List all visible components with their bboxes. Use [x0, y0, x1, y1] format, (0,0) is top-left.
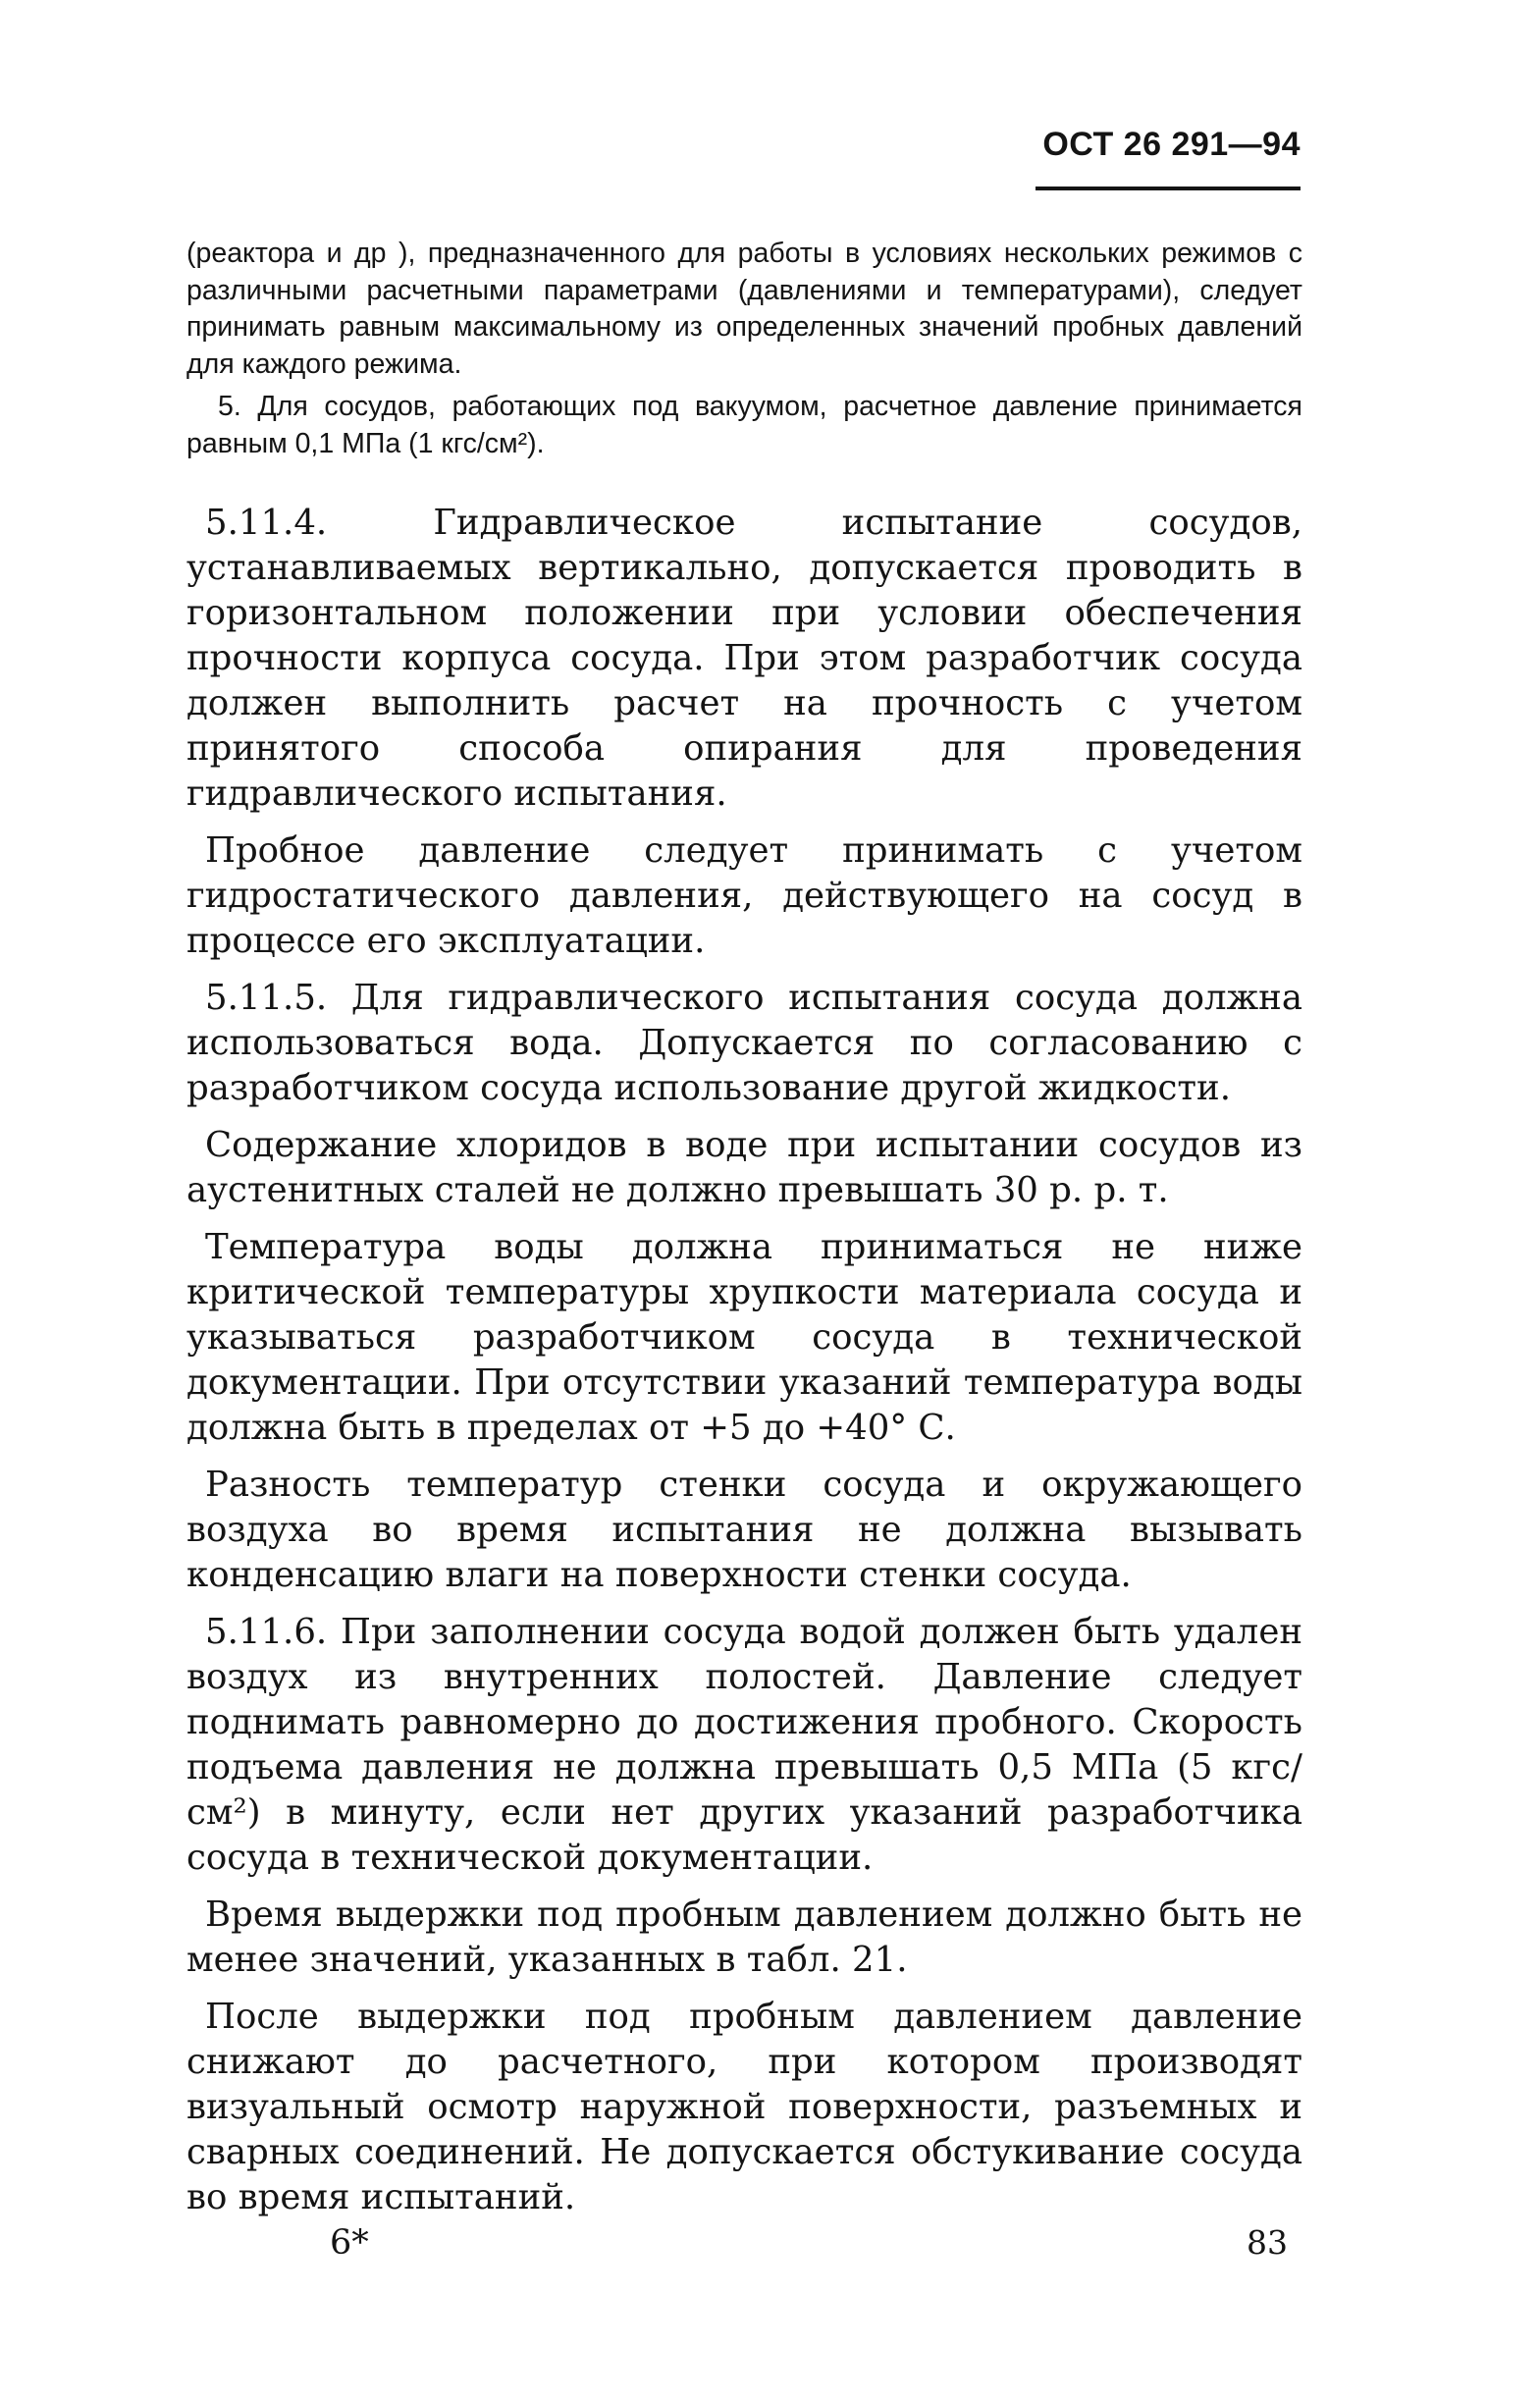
paragraph-test-pressure: Пробное давление следует принимать с учетом гидростатического давления, действующего на сосуд в процессе его эксплуатации. [186, 830, 1302, 961]
main-text [186, 501, 1302, 2232]
document-code: ОСТ 26 291—94 [1042, 126, 1301, 163]
paragraph-5-11-6: 5.11.6. При заполнении сосуда водой должен быть удален воздух из внутренних полостей. Давление следует поднимать равномерно до достижения пробного. Скорость подъема давления не должна превышать 0,5 МПа (5 кгс/см²) в минуту, если нет других указаний разработчика сосуда в технической документации. [186, 1612, 1302, 1878]
paragraph-inspection: После выдержки под пробным давлением давление снижают до расчетного, при котором производят визуальный осмотр наружной поверхности, разъемных и сварных соединений. Не допускается обстукивание сосуда во время испытаний. [186, 1997, 1302, 2217]
table-note [186, 236, 1302, 463]
note-continuation: (реактора и др ), предназначенного для работы в условиях нескольких режимов с различными расчетными параметрами (давлениями и температурами), следует принимать равным максимальному из определенных значений пробных давлений для каждого режима. [186, 238, 1302, 380]
header-rule [1036, 187, 1301, 190]
paragraph-hold-time: Время выдержки под пробным давлением должно быть не менее значений, указанных в табл. 21. [186, 1894, 1302, 1980]
paragraph-5-11-4: 5.11.4. Гидравлическое испытание сосудов, устанавливаемых вертикально, допускается проводить в горизонтальном положении при условии обеспечения прочности корпуса сосуда. При этом разработчик сосуда должен выполнить расчет на прочность с учетом принятого способа опирания для проведения гидравлического испытания. [186, 503, 1302, 814]
paragraph-chlorides: Содержание хлоридов в воде при испытании сосудов из аустенитных сталей не должно превышать 30 р. р. т. [186, 1125, 1302, 1210]
paragraph-water-temperature: Температура воды должна приниматься не ниже критической температуры хрупкости материала сосуда и указываться разработчиком сосуда в технической документации. При отсутствии указаний температура воды должна быть в пределах от +5 до +40° С. [186, 1227, 1302, 1448]
paragraph-temperature-difference: Разность температур стенки сосуда и окружающего воздуха во время испытания не должна вызывать конденсацию влаги на поверхности стенки сосуда. [186, 1465, 1302, 1595]
note-item-5: 5. Для сосудов, работающих под вакуумом, расчетное давление принимается равным 0,1 МПа (1 кгс/см²). [186, 391, 1302, 459]
signature-mark: 6* [330, 2223, 369, 2263]
page-number: 83 [1247, 2223, 1288, 2262]
paragraph-5-11-5: 5.11.5. Для гидравлического испытания сосуда должна использоваться вода. Допускается по согласованию с разработчиком сосуда использование другой жидкости. [186, 978, 1302, 1108]
